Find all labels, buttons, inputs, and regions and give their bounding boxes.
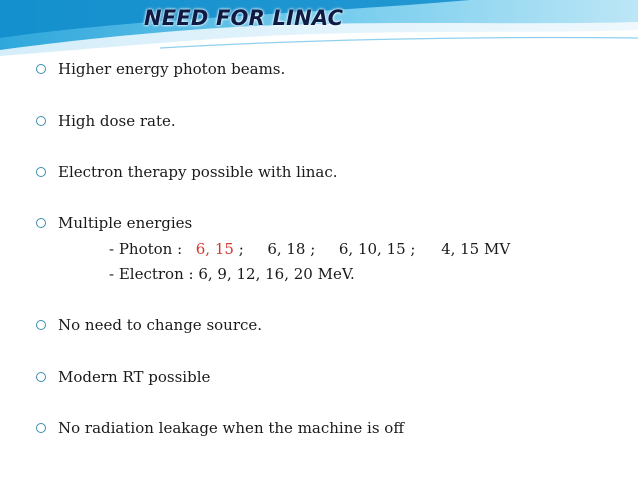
photon-energies-line	[109, 240, 510, 258]
bullet-text: No need to change source.	[58, 316, 263, 334]
bullet-text: High dose rate.	[58, 112, 176, 130]
circle-bullet-icon	[36, 372, 46, 382]
bullet-text: Multiple energies	[58, 214, 193, 232]
bullet-item	[36, 163, 338, 181]
bullet-item	[36, 368, 210, 386]
photon-separator: ;	[238, 240, 244, 258]
photon-group-2: 6, 18 ;	[267, 240, 316, 258]
photon-group-3: 6, 10, 15 ;	[338, 240, 416, 258]
bullet-text: Higher energy photon beams.	[58, 60, 286, 78]
bullet-item	[36, 60, 285, 78]
circle-bullet-icon	[36, 116, 46, 126]
bullet-item	[36, 419, 404, 437]
bullet-item	[36, 316, 262, 334]
slide-title: NEED FOR LINAC	[144, 6, 344, 30]
circle-bullet-icon	[36, 167, 46, 177]
circle-bullet-icon	[36, 423, 46, 433]
bullet-item	[36, 112, 176, 130]
bullet-text: Electron therapy possible with linac.	[58, 163, 338, 181]
circle-bullet-icon	[36, 320, 46, 330]
photon-prefix: - Photon :	[109, 240, 183, 258]
circle-bullet-icon	[36, 218, 46, 228]
circle-bullet-icon	[36, 64, 46, 74]
electron-energies-line: - Electron : 6, 9, 12, 16, 20 MeV.	[109, 265, 355, 283]
bullet-item	[36, 214, 192, 232]
bullet-text: No radiation leakage when the machine is off	[58, 419, 404, 437]
photon-highlight-value: 6, 15	[195, 240, 234, 258]
photon-group-4: 4, 15 MV	[441, 240, 511, 258]
bullet-text: Modern RT possible	[58, 368, 211, 386]
